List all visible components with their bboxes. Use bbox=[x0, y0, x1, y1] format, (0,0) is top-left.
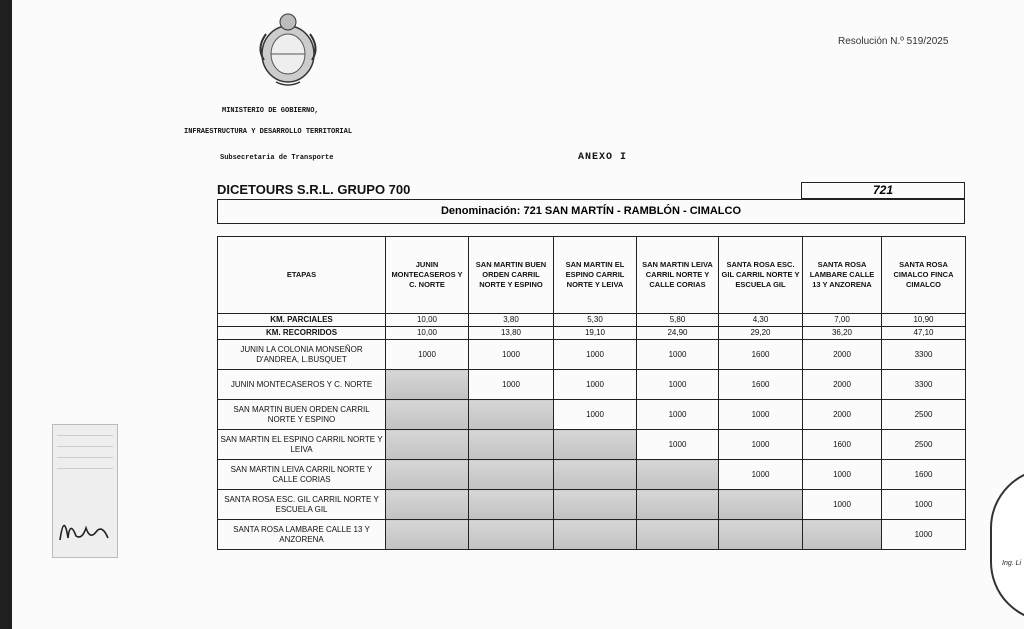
column-header: SAN MARTIN LEIVA CARRIL NORTE Y CALLE CORIAS bbox=[637, 237, 719, 314]
line-number: 721 bbox=[801, 182, 965, 199]
table-cell: 29,20 bbox=[719, 327, 803, 340]
table-cell: 2000 bbox=[803, 340, 882, 370]
table-cell: 1600 bbox=[803, 430, 882, 460]
table-cell: 10,00 bbox=[386, 314, 469, 327]
fare-row bbox=[218, 340, 966, 370]
row-label: SAN MARTIN EL ESPINO CARRIL NORTE Y LEIVA bbox=[218, 430, 386, 460]
blank-cell bbox=[637, 490, 719, 520]
company-name: DICETOURS S.R.L. GRUPO 700 bbox=[217, 182, 411, 197]
table-cell: 1600 bbox=[719, 340, 803, 370]
fare-row bbox=[218, 400, 966, 430]
fare-row bbox=[218, 460, 966, 490]
table-cell: 1000 bbox=[469, 340, 554, 370]
blank-cell bbox=[469, 460, 554, 490]
table-cell: 10,00 bbox=[386, 327, 469, 340]
blank-cell bbox=[554, 490, 637, 520]
blank-cell bbox=[386, 490, 469, 520]
column-header: SANTA ROSA ESC. GIL CARRIL NORTE Y ESCUELA GIL bbox=[719, 237, 803, 314]
blank-cell bbox=[386, 370, 469, 400]
table-cell: 19,10 bbox=[554, 327, 637, 340]
table-cell: 24,90 bbox=[637, 327, 719, 340]
table-cell: 1000 bbox=[637, 340, 719, 370]
stamp-text: Ing. Li bbox=[1002, 560, 1022, 567]
table-cell: 1000 bbox=[882, 520, 966, 550]
row-label: KM. RECORRIDOS bbox=[218, 327, 386, 340]
table-cell: 36,20 bbox=[803, 327, 882, 340]
table-cell: 2000 bbox=[803, 370, 882, 400]
table-cell: 3300 bbox=[882, 370, 966, 400]
fare-row bbox=[218, 370, 966, 400]
column-header: ETAPAS bbox=[218, 237, 386, 314]
blank-cell bbox=[637, 520, 719, 550]
table-cell: 7,00 bbox=[803, 314, 882, 327]
row-label: JUNIN MONTECASEROS Y C. NORTE bbox=[218, 370, 386, 400]
document-page bbox=[12, 0, 1024, 629]
blank-cell bbox=[386, 460, 469, 490]
handwritten-signature-icon bbox=[56, 510, 116, 544]
blank-cell bbox=[637, 460, 719, 490]
table-cell: 1000 bbox=[719, 400, 803, 430]
table-cell: 1600 bbox=[719, 370, 803, 400]
table-cell: 3300 bbox=[882, 340, 966, 370]
table-cell: 2000 bbox=[803, 400, 882, 430]
company-row bbox=[217, 182, 801, 200]
table-cell: 1000 bbox=[386, 340, 469, 370]
table-cell: 47,10 bbox=[882, 327, 966, 340]
blank-cell bbox=[386, 430, 469, 460]
blank-cell bbox=[469, 430, 554, 460]
table-cell: 13,80 bbox=[469, 327, 554, 340]
blank-cell bbox=[554, 460, 637, 490]
column-header: SANTA ROSA LAMBARE CALLE 13 Y ANZORENA bbox=[803, 237, 882, 314]
ministry-line-2: INFRAESTRUCTURA Y DESARROLLO TERRITORIAL bbox=[184, 128, 353, 136]
table-cell: 2500 bbox=[882, 430, 966, 460]
blank-cell bbox=[554, 520, 637, 550]
blank-cell bbox=[386, 400, 469, 430]
row-label: SANTA ROSA LAMBARE CALLE 13 Y ANZORENA bbox=[218, 520, 386, 550]
fare-row bbox=[218, 520, 966, 550]
page-shadow bbox=[0, 0, 12, 629]
km-parciales-row bbox=[218, 314, 966, 327]
ministry-line-1: MINISTERIO DE GOBIERNO, bbox=[222, 107, 319, 115]
table-cell: 5,80 bbox=[637, 314, 719, 327]
blank-cell bbox=[386, 520, 469, 550]
resolution-number: Resolución N.º 519/2025 bbox=[838, 36, 949, 47]
annex-title: ANEXO I bbox=[578, 152, 628, 163]
fare-table bbox=[217, 236, 966, 550]
blank-cell bbox=[554, 430, 637, 460]
table-cell: 4,30 bbox=[719, 314, 803, 327]
table-cell: 1600 bbox=[882, 460, 966, 490]
row-label: SAN MARTIN BUEN ORDEN CARRIL NORTE Y ESPINO bbox=[218, 400, 386, 430]
subsecretaria-label: Subsecretaria de Transporte bbox=[220, 154, 334, 162]
table-cell: 1000 bbox=[554, 370, 637, 400]
blank-cell bbox=[469, 400, 554, 430]
table-cell: 1000 bbox=[637, 370, 719, 400]
table-cell: 1000 bbox=[803, 490, 882, 520]
table-cell: 3,80 bbox=[469, 314, 554, 327]
km-recorridos-row bbox=[218, 327, 966, 340]
table-cell: 1000 bbox=[719, 460, 803, 490]
table-cell: 1000 bbox=[554, 340, 637, 370]
blank-cell bbox=[719, 490, 803, 520]
blank-cell bbox=[469, 490, 554, 520]
blank-cell bbox=[469, 520, 554, 550]
table-cell: 1000 bbox=[469, 370, 554, 400]
row-label: SANTA ROSA ESC. GIL CARRIL NORTE Y ESCUELA GIL bbox=[218, 490, 386, 520]
table-cell: 1000 bbox=[719, 430, 803, 460]
table-cell: 1000 bbox=[803, 460, 882, 490]
table-cell: 1000 bbox=[637, 400, 719, 430]
row-label: JUNIN LA COLONIA MONSEÑOR D'ANDREA, L.BUSQUET bbox=[218, 340, 386, 370]
route-denomination: Denominación: 721 SAN MARTÍN - RAMBLÓN - CIMALCO bbox=[217, 199, 965, 224]
table-cell: 2500 bbox=[882, 400, 966, 430]
blank-cell bbox=[803, 520, 882, 550]
table-cell: 1000 bbox=[554, 400, 637, 430]
column-header: SAN MARTIN BUEN ORDEN CARRIL NORTE Y ESPINO bbox=[469, 237, 554, 314]
column-header: SANTA ROSA CIMALCO FINCA CIMALCO bbox=[882, 237, 966, 314]
table-cell: 1000 bbox=[882, 490, 966, 520]
table-cell: 1000 bbox=[637, 430, 719, 460]
table-cell: 10,90 bbox=[882, 314, 966, 327]
row-label: KM. PARCIALES bbox=[218, 314, 386, 327]
row-label: SAN MARTIN LEIVA CARRIL NORTE Y CALLE CORIAS bbox=[218, 460, 386, 490]
table-header-row bbox=[218, 237, 966, 314]
fare-row bbox=[218, 490, 966, 520]
table-cell: 5,30 bbox=[554, 314, 637, 327]
column-header: JUNIN MONTECASEROS Y C. NORTE bbox=[386, 237, 469, 314]
column-header: SAN MARTIN EL ESPINO CARRIL NORTE Y LEIVA bbox=[554, 237, 637, 314]
right-margin-stamp bbox=[990, 468, 1024, 622]
blank-cell bbox=[719, 520, 803, 550]
argentine-seal-icon bbox=[252, 8, 324, 88]
fare-row bbox=[218, 430, 966, 460]
